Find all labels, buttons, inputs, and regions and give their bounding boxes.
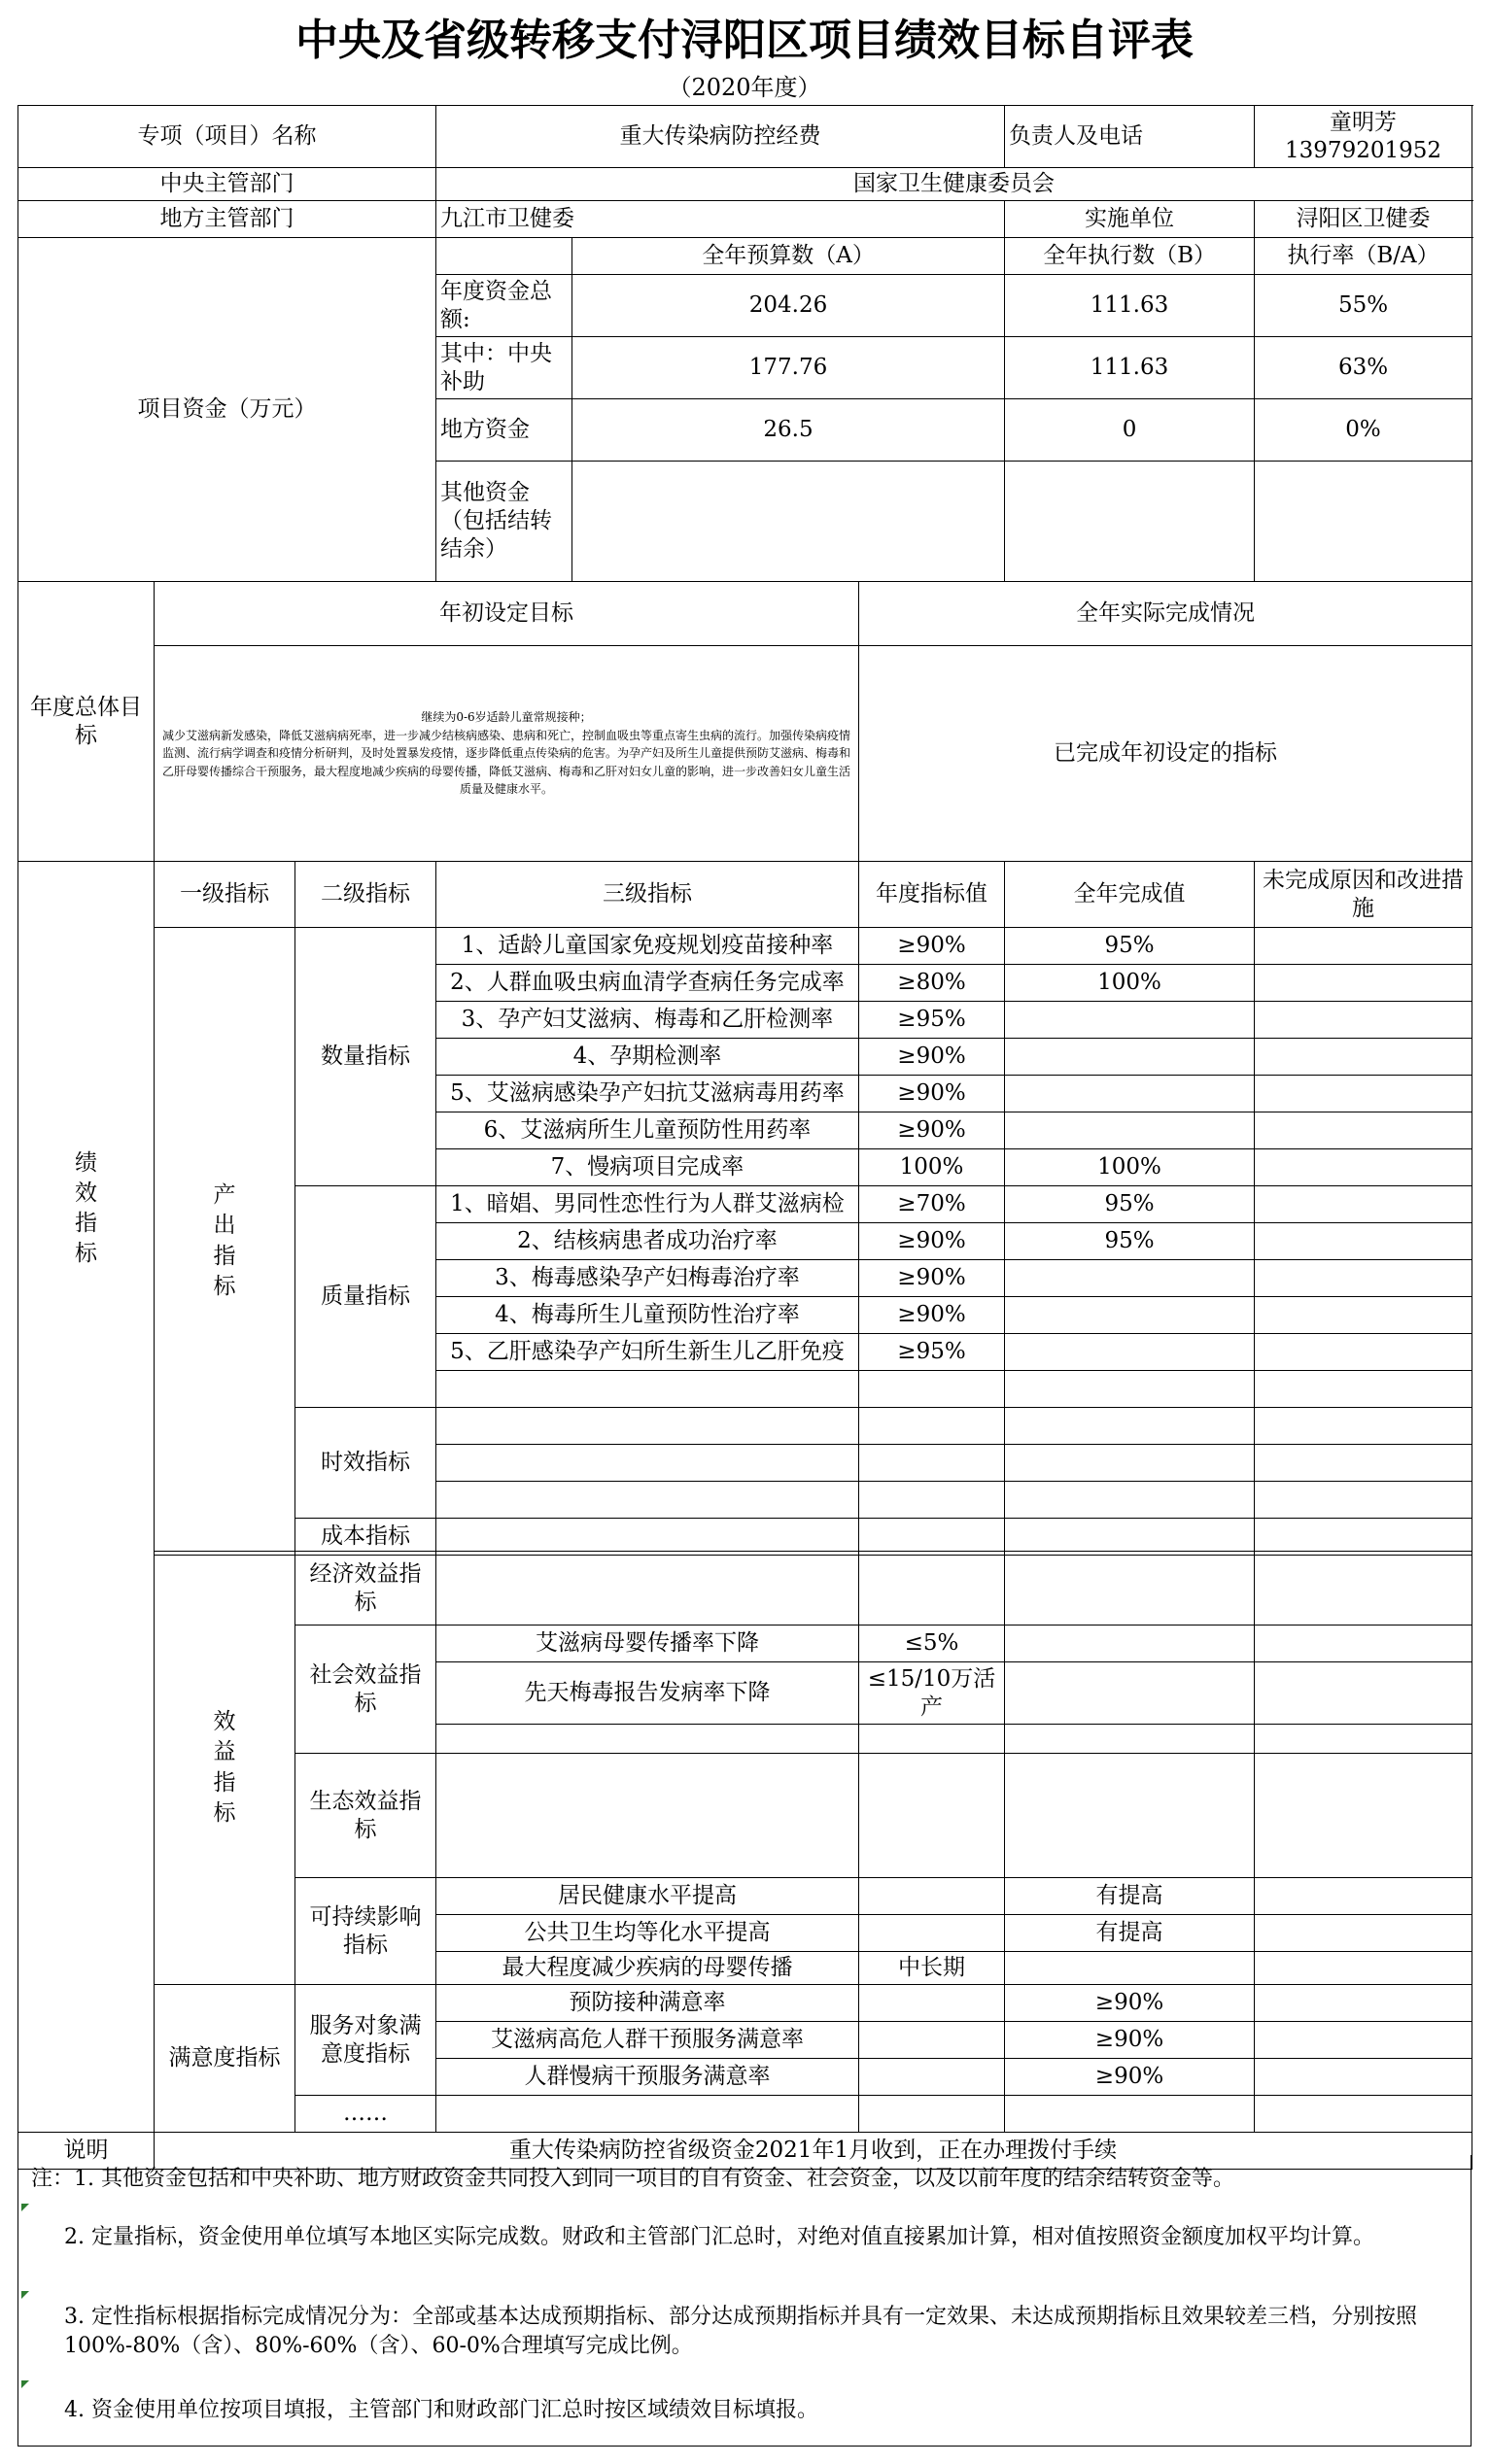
indicator-name: 居民健康水平提高 — [436, 1878, 859, 1915]
funds-row-budget: 177.76 — [572, 337, 1005, 399]
goals-col-initial: 年初设定目标 — [155, 582, 859, 646]
indicator-done — [1005, 1112, 1255, 1149]
indicators-section-text: 绩效指标 — [75, 1149, 97, 1266]
indicators-section-label — [18, 862, 155, 1556]
indicator-reason — [1255, 1002, 1472, 1039]
indicator-target — [859, 1408, 1005, 1445]
funds-row-label: 其他资金（包括结转结余） — [436, 462, 572, 582]
indicator-target: ≥90% — [859, 1260, 1005, 1297]
funds-header-row — [18, 238, 1472, 275]
indicator-name: 4、孕期检测率 — [436, 1039, 859, 1076]
goals-body-row — [18, 646, 1472, 862]
indicator-reason — [1255, 1952, 1472, 1985]
indicator-target — [859, 1754, 1005, 1878]
funds-row-executed: 111.63 — [1005, 337, 1255, 399]
indicator-name — [436, 2096, 859, 2133]
indicator-target: ≥90% — [859, 1076, 1005, 1112]
indicator-reason — [1255, 1334, 1472, 1371]
indicator-target: ≥90% — [859, 1223, 1005, 1260]
central-dept-label: 中央主管部门 — [18, 168, 436, 201]
indicator-target: ≥90% — [859, 1297, 1005, 1334]
benefit-table — [17, 1551, 1472, 2170]
indicator-done — [1005, 1445, 1255, 1482]
indicator-name: 5、乙肝感染孕产妇所生新生儿乙肝免疫 — [436, 1334, 859, 1371]
note-3: 3. 定性指标根据指标完成情况分为：全部或基本达成预期指标、部分达成预期指标并具有一定效果、未达成预期指标且效果较差三档，分别按照100%-80%（含）、80%-60%（含）、60-0%合理填写完成比例。 — [64, 2305, 1417, 2358]
output-label-text: 产出指标 — [213, 1182, 236, 1299]
indicator-done: 95% — [1005, 928, 1255, 965]
goals-initial-text: 继续为0-6岁适龄儿童常规接种； 减少艾滋病新发感染，降低艾滋病病死率，进一步减少结核病感染、患病和死亡，控制血吸虫等重点寄生虫病的流行。加强传染病疫情监测、流行病学调查和疫情分析研判，及时处置暴发疫情，逐步降低重点传染病的危害。为孕产妇及所生儿童提供预防艾滋病、梅毒和乙肝母婴传播综合干预服务，最大程度地减少疾病的母婴传播，降低艾滋病、梅毒和乙肝对妇女儿童的影响，进一步改善妇女儿童生活质量及健康水平。 — [155, 646, 859, 862]
project-label: 专项（项目）名称 — [18, 106, 436, 168]
central-dept-row — [18, 168, 1472, 201]
indicator-done — [1005, 1662, 1255, 1725]
funds-row-rate — [1255, 462, 1472, 582]
indicator-reason — [1255, 1112, 1472, 1149]
indicator-done — [1005, 1297, 1255, 1334]
indicator-target — [859, 1371, 1005, 1408]
ellipsis-cell: …… — [295, 2096, 436, 2133]
indicator-name: 1、适龄儿童国家免疫规划疫苗接种率 — [436, 928, 859, 965]
indicator-done — [1005, 1725, 1255, 1754]
indicator-name: 7、慢病项目完成率 — [436, 1149, 859, 1186]
goals-header-row — [18, 582, 1472, 646]
local-dept-row — [18, 201, 1472, 238]
indicator-done: 有提高 — [1005, 1878, 1255, 1915]
col-level1: 一级指标 — [155, 862, 295, 928]
goals-col-actual: 全年实际完成情况 — [859, 582, 1472, 646]
indicator-reason — [1255, 1662, 1472, 1725]
indicator-reason — [1255, 1725, 1472, 1754]
goals-label: 年度总体目标 — [18, 582, 155, 862]
local-dept-value: 九江市卫健委 — [436, 201, 1005, 238]
owner-label: 负责人及电话 — [1005, 106, 1255, 168]
indicator-name — [436, 1371, 859, 1408]
indicator-reason — [1255, 1371, 1472, 1408]
col-level2: 二级指标 — [295, 862, 436, 928]
indicator-reason — [1255, 1626, 1472, 1662]
indicator-name: 5、艾滋病感染孕产妇抗艾滋病毒用药率 — [436, 1076, 859, 1112]
indicator-done: ≥90% — [1005, 2022, 1255, 2059]
form-subtitle: （2020年度） — [668, 74, 821, 101]
sustain-label: 可持续影响指标 — [295, 1878, 436, 1985]
indicator-name: 先天梅毒报告发病率下降 — [436, 1662, 859, 1725]
funds-row-budget: 26.5 — [572, 399, 1005, 462]
note-1: 注：1. 其他资金包括和中央补助、地方财政资金共同投入到同一项目的自有资金、社会资金，以及以前年度的结余结转资金等。 — [31, 2167, 1234, 2191]
indicator-reason — [1255, 1223, 1472, 1260]
indicator-target — [859, 1915, 1005, 1952]
indicator-name: 2、结核病患者成功治疗率 — [436, 1223, 859, 1260]
indicator-done — [1005, 1334, 1255, 1371]
note-mark-icon — [21, 2204, 29, 2211]
indicator-target — [859, 1445, 1005, 1482]
indicator-name: 6、艾滋病所生儿童预防性用药率 — [436, 1112, 859, 1149]
indicator-name: 艾滋病高危人群干预服务满意率 — [436, 2022, 859, 2059]
owner-value: 童明芳13979201952 — [1255, 106, 1472, 168]
indicator-reason — [1255, 1552, 1472, 1626]
indicator-reason — [1255, 1519, 1472, 1556]
indicator-target: ≥90% — [859, 1112, 1005, 1149]
indicator-target: 中长期 — [859, 1952, 1005, 1985]
indicator-target — [859, 1725, 1005, 1754]
indicator-reason — [1255, 1297, 1472, 1334]
indicator-done: ≥90% — [1005, 2059, 1255, 2096]
indicator-done — [1005, 1260, 1255, 1297]
indicator-row — [18, 928, 1472, 965]
indicator-name: 3、孕产妇艾滋病、梅毒和乙肝检测率 — [436, 1002, 859, 1039]
performance-form-table — [17, 105, 1472, 238]
indicator-name — [436, 1754, 859, 1878]
col-level3: 三级指标 — [436, 862, 859, 928]
indicator-name — [436, 1552, 859, 1626]
col-done: 全年完成值 — [1005, 862, 1255, 928]
indicator-target — [859, 1482, 1005, 1519]
impl-unit-label: 实施单位 — [1005, 201, 1255, 238]
indicator-target: ≥70% — [859, 1186, 1005, 1223]
indicator-done: 95% — [1005, 1186, 1255, 1223]
indicator-done — [1005, 1408, 1255, 1445]
note-2: 2. 定量指标，资金使用单位填写本地区实际完成数。财政和主管部门汇总时，对绝对值直接累加计算，相对值按照资金额度加权平均计算。 — [64, 2225, 1374, 2249]
indicator-reason — [1255, 2059, 1472, 2096]
funds-row-label: 地方资金 — [436, 399, 572, 462]
funds-goals-indicators-table — [17, 237, 1472, 862]
indicator-reason — [1255, 1149, 1472, 1186]
funds-row-executed — [1005, 462, 1255, 582]
economic-label: 经济效益指标 — [295, 1552, 436, 1626]
indicator-name: 2、人群血吸虫病血清学查病任务完成率 — [436, 965, 859, 1002]
indicator-target — [859, 2059, 1005, 2096]
indicator-target: ≤15/10万活产 — [859, 1662, 1005, 1725]
quality-label: 质量指标 — [295, 1186, 436, 1408]
indicator-target: ≥90% — [859, 1039, 1005, 1076]
indicator-name — [436, 1519, 859, 1556]
cost-label: 成本指标 — [295, 1519, 436, 1556]
indicators-header-row — [18, 862, 1472, 928]
funds-row-executed: 111.63 — [1005, 275, 1255, 337]
funds-row-label: 其中：中央补助 — [436, 337, 572, 399]
project-value: 重大传染病防控经费 — [436, 106, 1005, 168]
indicator-done — [1005, 1952, 1255, 1985]
indicator-target — [859, 2022, 1005, 2059]
timeliness-label: 时效指标 — [295, 1408, 436, 1519]
indicator-done: 100% — [1005, 965, 1255, 1002]
funds-col-budget: 全年预算数（A） — [572, 238, 1005, 275]
indicator-name — [436, 1408, 859, 1445]
remarks-label: 说明 — [18, 2133, 155, 2170]
indicator-row-empty — [18, 1552, 1472, 1626]
indicator-name — [436, 1482, 859, 1519]
indicator-target: ≤5% — [859, 1626, 1005, 1662]
ecological-label: 生态效益指标 — [295, 1754, 436, 1878]
benefit-label-text: 效益指标 — [213, 1709, 236, 1826]
indicator-target — [859, 1552, 1005, 1626]
indicator-reason — [1255, 1878, 1472, 1915]
indicator-done — [1005, 1754, 1255, 1878]
funds-row-label: 年度资金总额: — [436, 275, 572, 337]
indicator-done — [1005, 1039, 1255, 1076]
indicator-name: 公共卫生均等化水平提高 — [436, 1915, 859, 1952]
funds-row-budget — [572, 462, 1005, 582]
impl-unit-value: 浔阳区卫健委 — [1255, 201, 1472, 238]
indicator-target: ≥95% — [859, 1334, 1005, 1371]
indicator-target — [859, 1878, 1005, 1915]
col-reason: 未完成原因和改进措施 — [1255, 862, 1472, 928]
indicators-section-continuation — [18, 1552, 155, 2133]
benefit-label — [155, 1552, 295, 1985]
note-mark-icon — [21, 2380, 29, 2388]
indicator-name: 1、暗娼、男同性恋性行为人群艾滋病检 — [436, 1186, 859, 1223]
note-mark-icon — [21, 2291, 29, 2299]
indicator-done — [1005, 1519, 1255, 1556]
indicator-reason — [1255, 1408, 1472, 1445]
local-dept-label: 地方主管部门 — [18, 201, 436, 238]
funds-col-rate: 执行率（B/A） — [1255, 238, 1472, 275]
funds-row-rate: 55% — [1255, 275, 1472, 337]
indicator-done — [1005, 1552, 1255, 1626]
indicator-target — [859, 1985, 1005, 2022]
indicator-reason — [1255, 1186, 1472, 1223]
indicators-table — [17, 861, 1472, 1556]
indicator-reason — [1255, 1445, 1472, 1482]
indicator-target — [859, 1519, 1005, 1556]
indicator-done: 95% — [1005, 1223, 1255, 1260]
satisfaction-label: 满意度指标 — [155, 1985, 295, 2133]
indicator-reason — [1255, 965, 1472, 1002]
indicator-done — [1005, 1482, 1255, 1519]
indicator-name — [436, 1725, 859, 1754]
indicator-name: 最大程度减少疾病的母婴传播 — [436, 1952, 859, 1985]
funds-row-budget: 204.26 — [572, 275, 1005, 337]
indicator-done — [1005, 1626, 1255, 1662]
indicator-reason — [1255, 1482, 1472, 1519]
indicator-row — [18, 1985, 1472, 2022]
social-label: 社会效益指标 — [295, 1626, 436, 1754]
indicator-reason — [1255, 1260, 1472, 1297]
indicator-name: 人群慢病干预服务满意率 — [436, 2059, 859, 2096]
funds-row-rate: 63% — [1255, 337, 1472, 399]
indicator-target: ≥95% — [859, 1002, 1005, 1039]
indicator-target: ≥90% — [859, 928, 1005, 965]
indicator-target — [859, 2096, 1005, 2133]
remarks-value: 重大传染病防控省级资金2021年1月收到，正在办理拨付手续 — [155, 2133, 1472, 2170]
indicator-reason — [1255, 1985, 1472, 2022]
indicator-done — [1005, 1076, 1255, 1112]
indicator-reason — [1255, 1915, 1472, 1952]
indicator-name: 3、梅毒感染孕产妇梅毒治疗率 — [436, 1260, 859, 1297]
funds-corner — [436, 238, 572, 275]
funds-label: 项目资金（万元） — [18, 238, 436, 582]
indicator-reason — [1255, 1754, 1472, 1878]
project-row — [18, 106, 1472, 168]
indicator-reason — [1255, 2022, 1472, 2059]
quantity-label: 数量指标 — [295, 928, 436, 1186]
form-title: 中央及省级转移支付浔阳区项目绩效目标自评表 — [295, 16, 1194, 65]
indicator-done — [1005, 1371, 1255, 1408]
goals-actual-text: 已完成年初设定的指标 — [859, 646, 1472, 862]
indicator-reason — [1255, 928, 1472, 965]
funds-row-executed: 0 — [1005, 399, 1255, 462]
indicator-done — [1005, 1002, 1255, 1039]
indicator-name — [436, 1445, 859, 1482]
indicator-done: 100% — [1005, 1149, 1255, 1186]
funds-col-executed: 全年执行数（B） — [1005, 238, 1255, 275]
indicator-name: 4、梅毒所生儿童预防性治疗率 — [436, 1297, 859, 1334]
indicator-reason — [1255, 1076, 1472, 1112]
note-4: 4. 资金使用单位按项目填报，主管部门和财政部门汇总时按区域绩效目标填报。 — [64, 2398, 818, 2422]
col-target: 年度指标值 — [859, 862, 1005, 928]
indicator-done: 有提高 — [1005, 1915, 1255, 1952]
indicator-name: 艾滋病母婴传播率下降 — [436, 1626, 859, 1662]
indicator-target: 100% — [859, 1149, 1005, 1186]
central-dept-value: 国家卫生健康委员会 — [436, 168, 1472, 201]
indicator-reason — [1255, 2096, 1472, 2133]
indicator-name: 预防接种满意率 — [436, 1985, 859, 2022]
indicator-reason — [1255, 1039, 1472, 1076]
funds-row-rate: 0% — [1255, 399, 1472, 462]
output-label — [155, 928, 295, 1556]
indicator-done: ≥90% — [1005, 1985, 1255, 2022]
indicator-done — [1005, 2096, 1255, 2133]
service-label: 服务对象满意度指标 — [295, 1985, 436, 2096]
indicator-target: ≥80% — [859, 965, 1005, 1002]
